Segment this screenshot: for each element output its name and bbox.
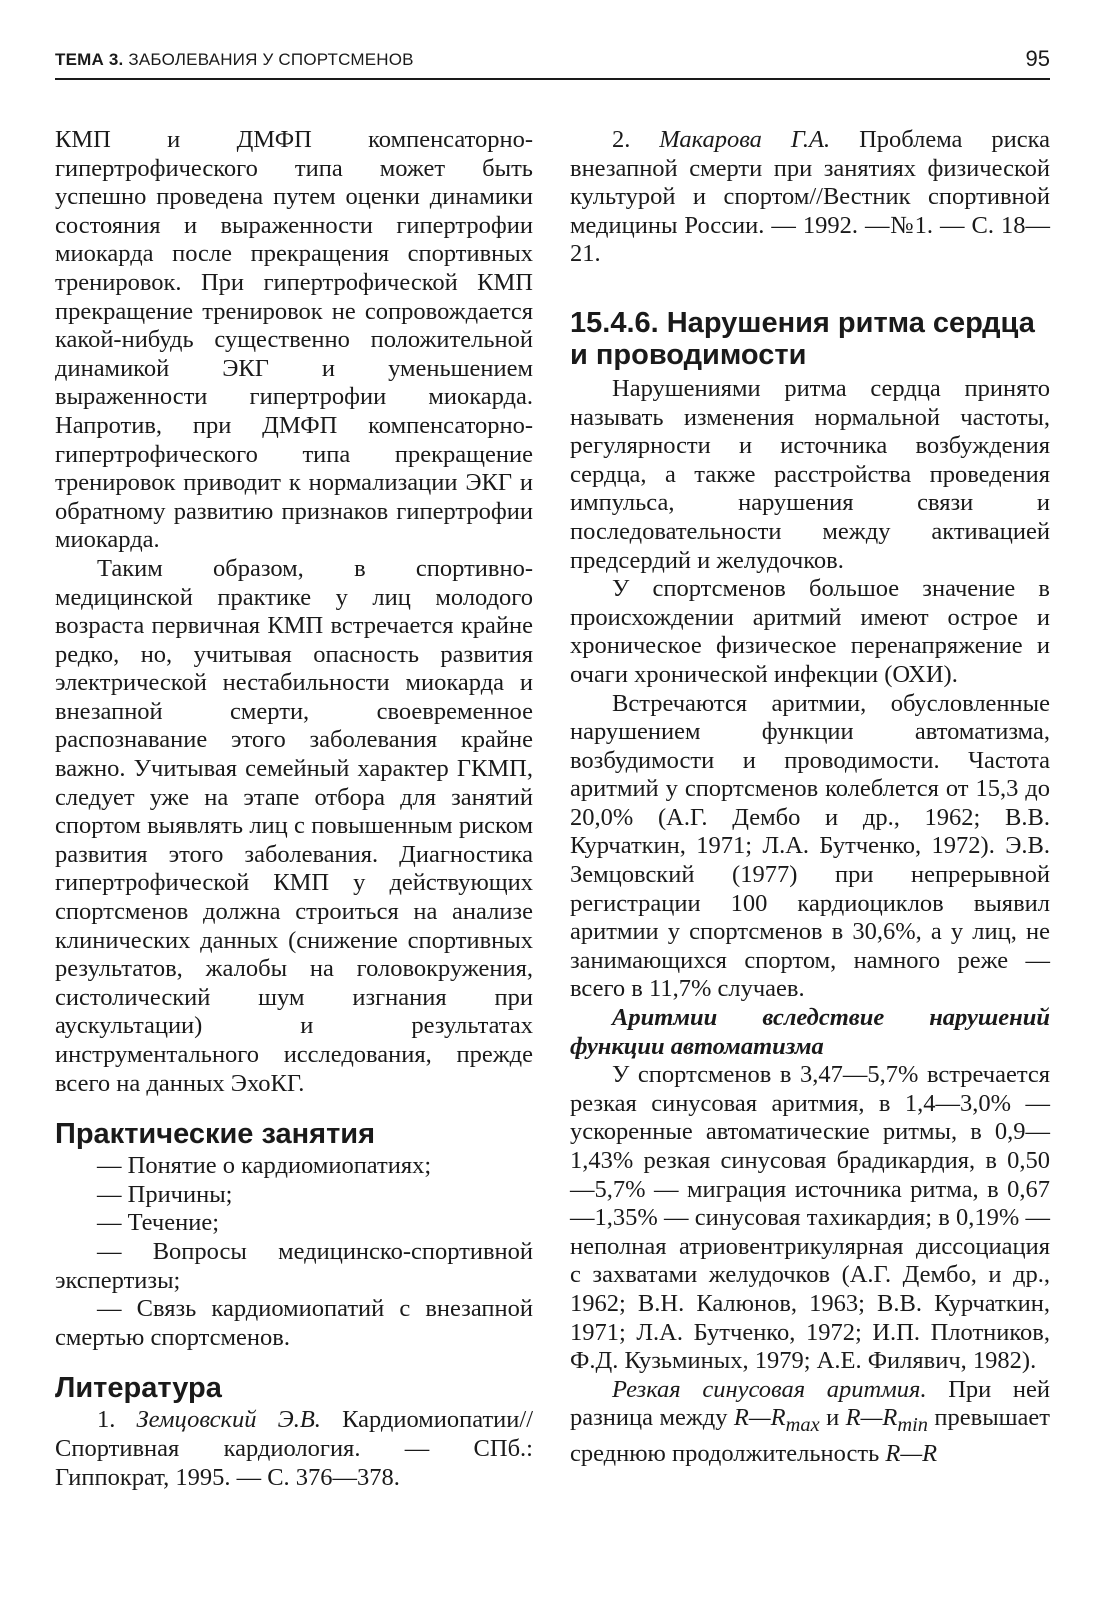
paragraph: Таким образом, в спортивно-медицинской практике у лиц молодого возраста первичная КМП встречается крайне редко, но, учитывая опасность развития электрической нестабильности миокарда и внезапной смерти, своевременное распознавание этого заболевания крайне важно. Учитывая семейный характер ГКМП, следует уже на этапе отбора для занятий спортом выявлять лиц с повышенным риском развития этого заболевания. Диагностика гипертрофической КМП у действующих спортсменов должна строиться на анализе клинических данных (снижение спортивных результатов, жалобы на головокружения, систолический шум изгнания при аускультации) и результатах инструментального исследования, прежде всего на данных ЭхоКГ. — [55, 554, 533, 1097]
reference-text: Проблема риска внезапной смерти при занятиях физической культурой и спортом//Вестник спортивной медицины России. — 1992. —№1. — С. 18—21. — [570, 126, 1050, 268]
formula-rr-min — [845, 1404, 928, 1437]
topic-name: ЗАБОЛЕВАНИЯ У СПОРТСМЕНОВ — [123, 50, 414, 69]
formula-rr: R—R — [845, 1404, 898, 1432]
subscript-min: min — [897, 1414, 928, 1437]
practice-list — [55, 1152, 533, 1352]
reference-author: Макарова Г.А. — [659, 126, 831, 153]
list-item: — Течение; — [97, 1209, 220, 1237]
text-fragment: превышает среднюю продолжительность — [570, 1404, 1050, 1467]
list-item: — Причины; — [97, 1180, 233, 1208]
paragraph — [570, 1376, 1050, 1469]
term-sinus-arrhythmia: Резкая синусовая аритмия. — [612, 1375, 927, 1403]
paragraph: КМП и ДМФП компенсаторно-гипертрофического типа может быть успешно проведена путем оценки динамики состояния и выраженности гипертрофии миокарда после прекращения спортивных тренировок. При гипертрофической КМП прекращение тренировок не сопровождается какой-нибудь существенно положительной динамикой ЭКГ и уменьшением выраженности гипертрофии миокарда. Напротив, при ДМФП компенсаторно-гипертрофического типа прекращение тренировок приводит к нормализации ЭКГ и обратному развитию признаков гипертрофии миокарда. — [55, 126, 533, 554]
list-item: — Связь кардиомиопатий с внезапной смертью спортсменов. — [55, 1295, 533, 1351]
formula-rr: R—R — [733, 1404, 786, 1432]
paragraph: Встречаются аритмии, обусловленные нарушением функции автоматизма, возбудимости и проводимости. Частота аритмий у спортсменов колеблется от 15,3 до 20,0% (А.Г. Дембо и др., 1962; В.В. Курчаткин, 1971; Л.А. Бутченко, 1972). Э.В. Земцовский (1977) при непрерывной регистрации 100 кардиоциклов выявил аритмии у спортсменов в 30,6%, а у лиц, не занимающихся спортом, намного реже — всего в 11,7% случаев. — [570, 689, 1050, 1003]
subscript-max: max — [785, 1414, 820, 1437]
reference-item — [55, 1406, 533, 1492]
paragraph: Нарушениями ритма сердца принято называть изменения нормальной частоты, регулярности и источника возбуждения сердца, а также расстройства проведения импульса, нарушения связи и последовательности между активацией предсердий и желудочков. — [570, 374, 1050, 574]
topic-label: ТЕМА 3. — [55, 50, 124, 69]
section-heading-practice: Практические занятия — [55, 1118, 376, 1151]
list-item: — Вопросы медицинско-спортивной экспертизы; — [55, 1237, 533, 1294]
list-item: — Понятие о кардиомиопатиях; — [97, 1152, 432, 1180]
left-column — [55, 126, 533, 1492]
reference-number: 2. — [612, 126, 660, 153]
paragraph: У спортсменов в 3,47—5,7% встречается резкая синусовая аритмия, в 1,4—3,0% — ускоренные автоматические ритмы, в 0,9—1,43% резкая синусовая брадикардия, в 0,50—5,7% — миграция источника ритма, в 0,67—1,35% — синусовая тахикардия; в 0,19% — неполная атриовентрикулярная диссоциация с захватами желудочков (А.Г. Дембо, и др., 1962; В.Н. Калюнов, 1963; В.В. Курчаткин, 1971; Л.А. Бутченко, 1972; И.П. Плотников, Ф.Д. Кузьминых, 1979; А.Е. Филявич, 1982). — [570, 1061, 1050, 1375]
formula-rr: R—R — [885, 1439, 938, 1467]
subheading-automatism: Аритмии вследствие нарушений функции автоматизма — [570, 1004, 1050, 1060]
paragraph: У спортсменов большое значение в происхождении аритмий имеют острое и хроническое физическое перенапряжение и очаги хронической инфекции (ОХИ). — [570, 575, 1050, 688]
reference-item — [570, 126, 1050, 269]
reference-number: 1. — [97, 1406, 137, 1434]
section-heading-arrhythmia: 15.4.6. Нарушения ритма сердца и проводимости — [570, 306, 1035, 371]
text-fragment: и — [819, 1404, 846, 1432]
page-number: 95 — [1025, 46, 1050, 71]
running-header — [55, 44, 1050, 80]
right-column — [570, 126, 1050, 1468]
reference-author: Земцовский Э.В. — [136, 1406, 321, 1434]
section-heading-literature: Литература — [55, 1372, 222, 1405]
formula-rr-max — [733, 1404, 820, 1437]
reference-text: Кардиомиопатии//Спортивная кардиология. — СПб.: Гиппократ, 1995. — С. 376—378. — [55, 1406, 534, 1491]
text-fragment: При ней разница между — [570, 1375, 1051, 1432]
chapter-title — [55, 50, 414, 70]
